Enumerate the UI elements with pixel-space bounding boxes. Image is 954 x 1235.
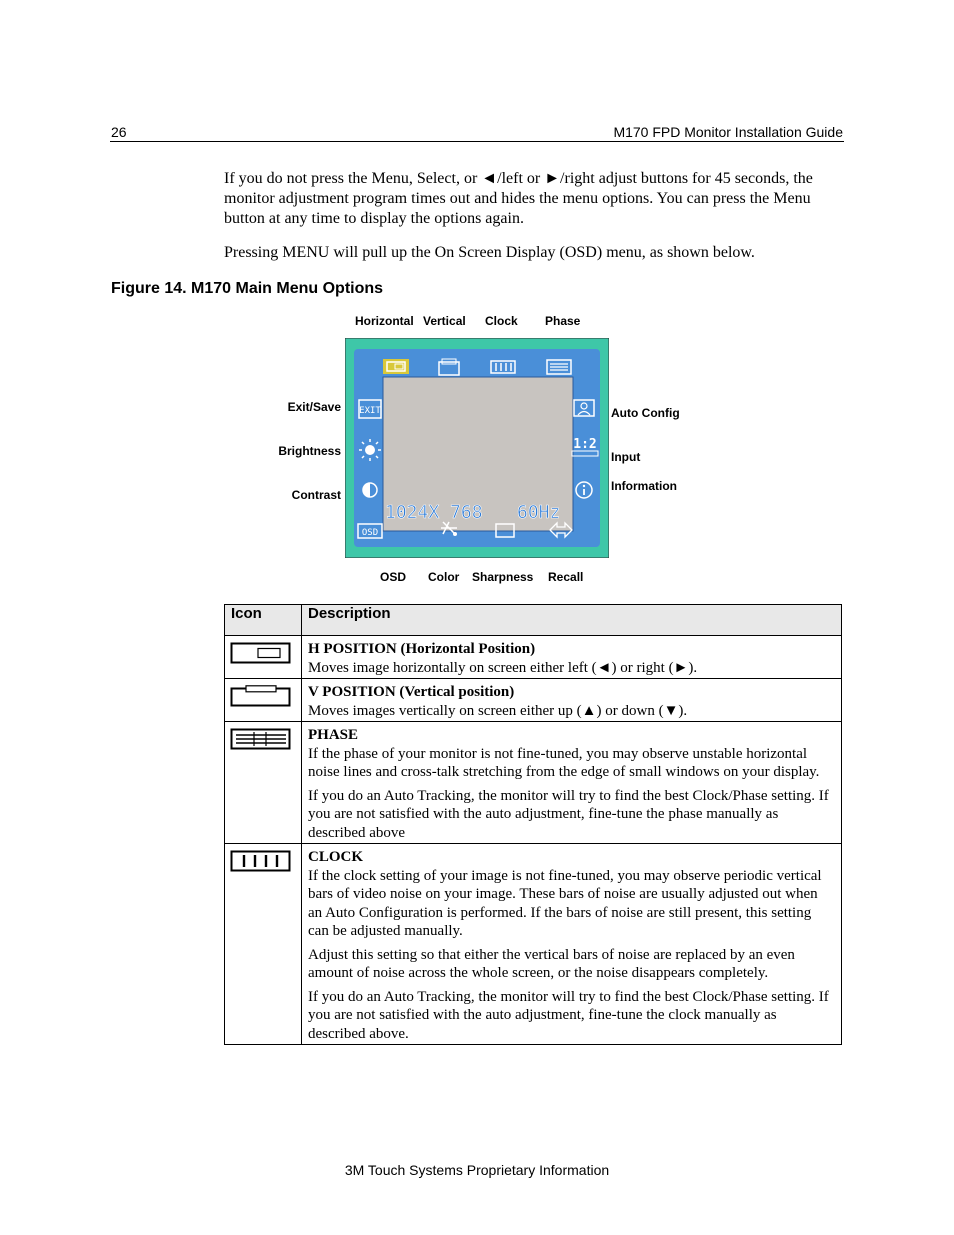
table-row xyxy=(225,844,842,1045)
row-title: PHASE xyxy=(308,727,359,743)
clock-icon xyxy=(230,850,292,872)
description-cell xyxy=(302,679,842,722)
table-row xyxy=(225,636,842,679)
osd-input-icon-text: 1:2 xyxy=(573,437,597,452)
row-text: If you do an Auto Tracking, the monitor will try to find the best Clock/Phase setting. If you are not satisfied with the auto adjustment, fine-tune the phase manually as described above xyxy=(308,787,829,841)
osd-refresh-text: 60Hz xyxy=(517,502,561,523)
icon-cell xyxy=(225,722,302,844)
icon-cell xyxy=(225,844,302,1045)
header-rule xyxy=(110,141,844,142)
label-information: Information xyxy=(611,479,677,493)
row-title: H POSITION (Horizontal Position) xyxy=(308,641,536,657)
h-position-icon xyxy=(230,642,292,664)
label-phase: Phase xyxy=(545,314,581,328)
row-text: If you do an Auto Tracking, the monitor will try to find the best Clock/Phase setting. If you are not satisfied with the auto adjustment, fine-tune the clock manually as described above. xyxy=(308,988,829,1042)
figure-caption: Figure 14. M170 Main Menu Options xyxy=(111,280,384,297)
row-text: Moves images vertically on screen either up (▲) or down (▼). xyxy=(308,702,688,719)
osd-menu-image xyxy=(345,338,609,558)
osd-resolution-text: 1024X 768 xyxy=(385,502,483,523)
table-header-row xyxy=(225,605,842,636)
icon-description-table xyxy=(224,604,842,1045)
label-horizontal: Horizontal xyxy=(355,314,414,328)
label-vertical: Vertical xyxy=(423,314,466,328)
description-cell xyxy=(302,722,842,844)
label-exit-save: Exit/Save xyxy=(287,400,341,414)
page-number: 26 xyxy=(111,124,127,140)
intro-paragraph: If you do not press the Menu, Select, or ◄/left or ►/right adjust buttons for 45 seconds, the monitor adjustment program times out and hides the menu options. You can press the Menu button at any time to display the options again. xyxy=(224,170,813,227)
label-clock: Clock xyxy=(485,314,518,328)
label-sharpness: Sharpness xyxy=(472,570,534,584)
running-header-title: M170 FPD Monitor Installation Guide xyxy=(613,124,843,140)
row-title: CLOCK xyxy=(308,849,364,865)
icon-cell xyxy=(225,636,302,679)
phase-icon xyxy=(230,728,292,750)
description-cell xyxy=(302,636,842,679)
row-text: If the phase of your monitor is not fine-tuned, you may observe unstable horizontal noise lines and cross-talk stretching from the edge of small windows on your display. xyxy=(308,745,820,780)
label-brightness: Brightness xyxy=(278,444,341,458)
osd-exit-icon-text: EXIT xyxy=(359,406,381,416)
osd-horizontal-icon xyxy=(383,359,409,374)
label-recall: Recall xyxy=(548,570,584,584)
osd-osd-icon-text: OSD xyxy=(361,528,379,538)
page-footer: 3M Touch Systems Proprietary Information xyxy=(344,1162,610,1178)
table-row xyxy=(225,679,842,722)
row-text: Moves image horizontally on screen either left (◄) or right (►). xyxy=(308,659,698,676)
row-text: If the clock setting of your image is not fine-tuned, you may observe periodic vertical bars of video noise on your image. These bars of noise are usually adjusted out when an Auto Configuration is performed. If the bars of noise are still present, this setting can be adjusted manually. xyxy=(308,867,822,939)
column-header-description: Description xyxy=(302,605,842,636)
icon-cell xyxy=(225,679,302,722)
label-osd: OSD xyxy=(380,570,407,584)
osd-paragraph: Pressing MENU will pull up the On Screen Display (OSD) menu, as shown below. xyxy=(224,244,755,261)
label-color: Color xyxy=(428,570,460,584)
label-input: Input xyxy=(611,450,641,464)
label-contrast: Contrast xyxy=(291,488,341,502)
table-row xyxy=(225,722,842,844)
row-text: Adjust this setting so that either the vertical bars of noise are replaced by an even amount of noise across the whole screen, or the noise disappears completely. xyxy=(308,946,795,981)
label-auto-config: Auto Config xyxy=(611,406,680,420)
row-title: V POSITION (Vertical position) xyxy=(308,684,515,700)
column-header-icon: Icon xyxy=(225,605,302,636)
description-cell xyxy=(302,844,842,1045)
v-position-icon xyxy=(230,685,292,707)
